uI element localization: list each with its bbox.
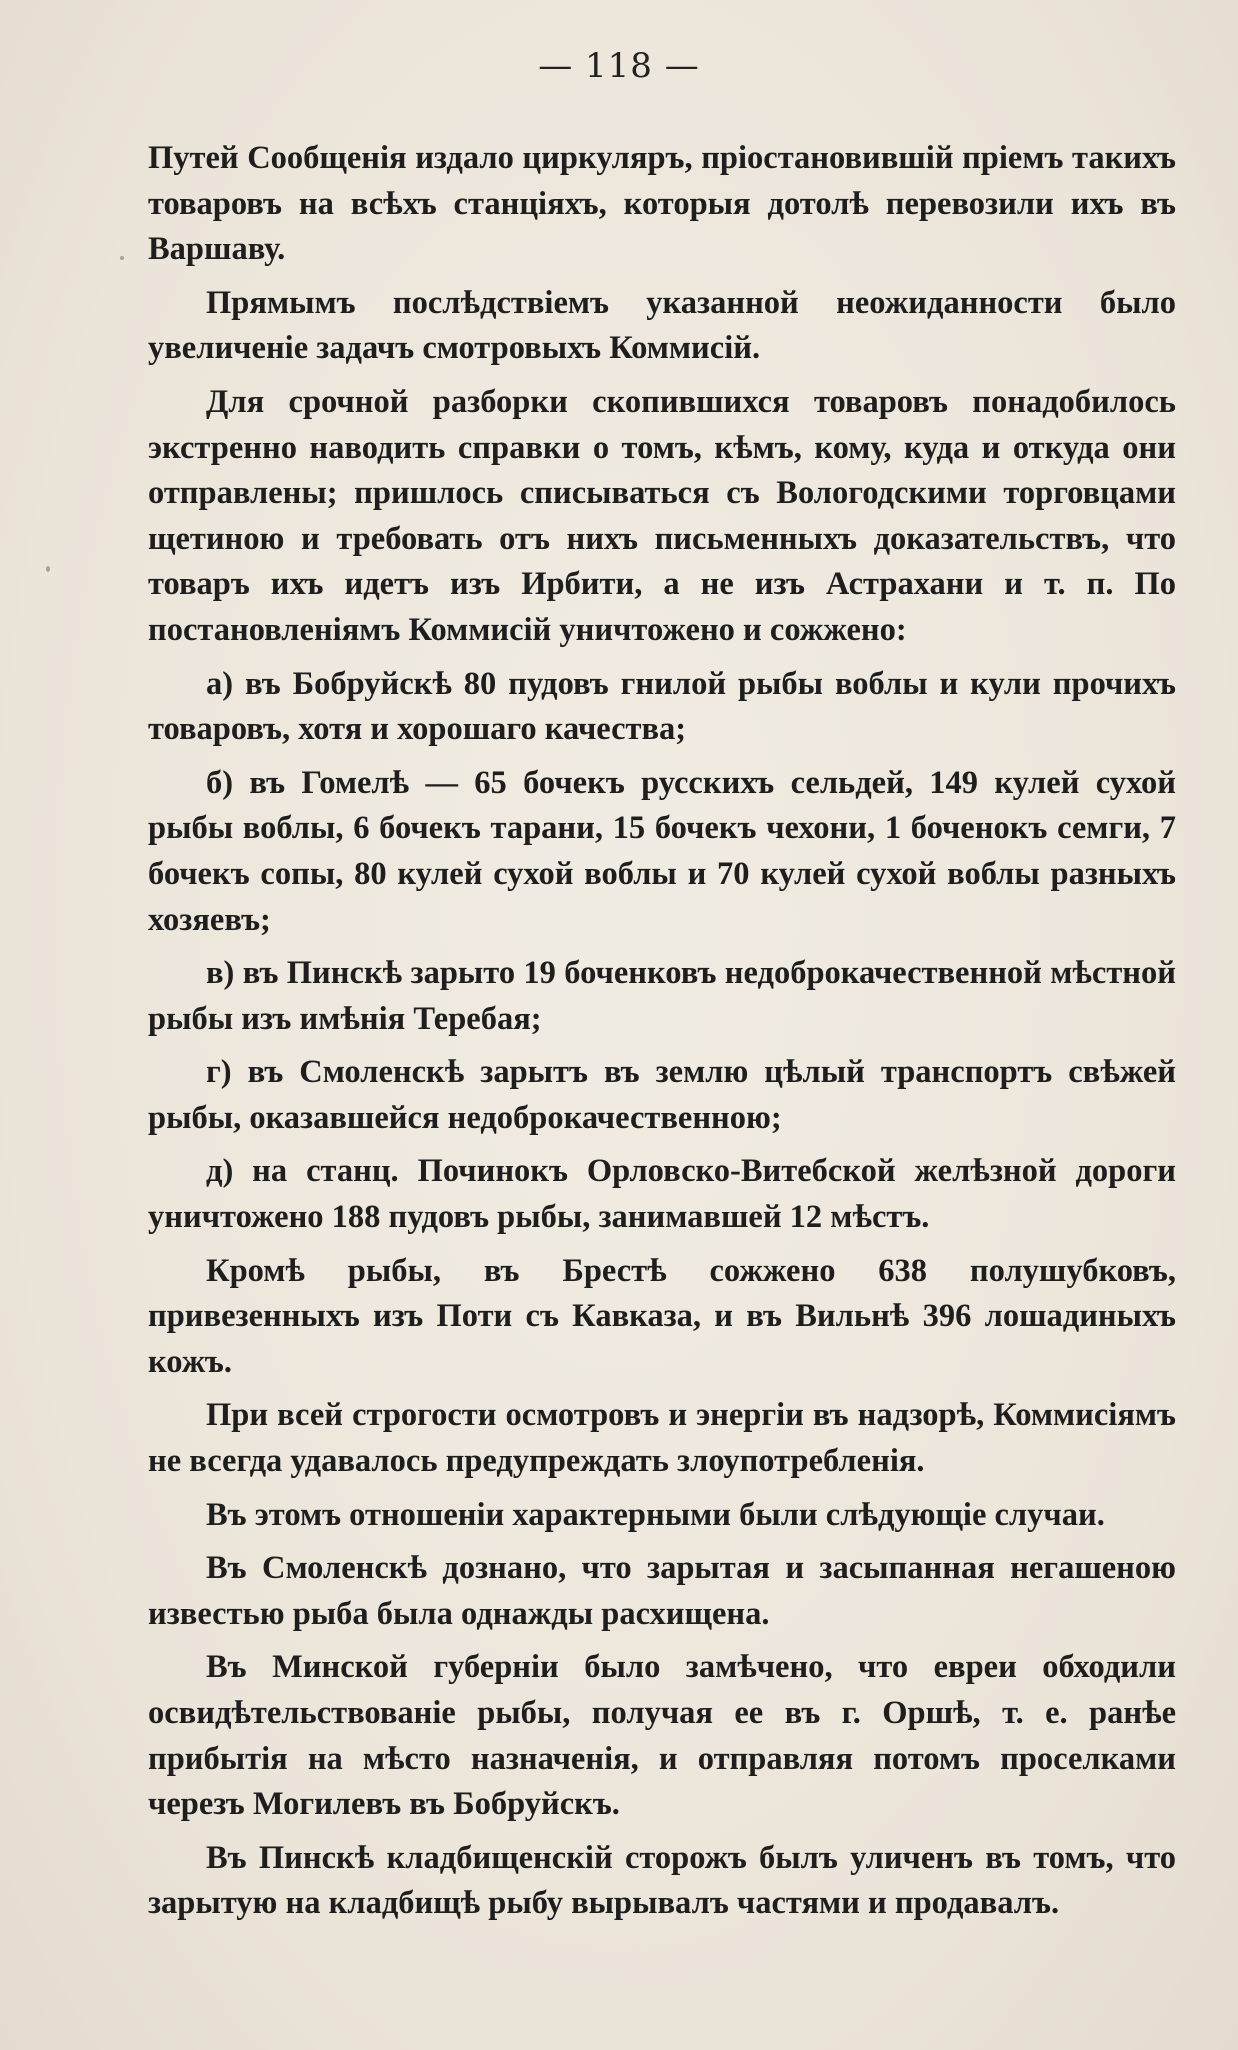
paragraph-3: Для срочной разборки скопившихся товаровъ понадобилось экстренно наводить справки о томъ, кѣмъ, кому, куда и откуда они отправлены; пришлось списываться съ Вологодскими торговцами щетиною и требовать отъ нихъ письменныхъ доказательствъ, что товаръ ихъ идетъ изъ Ирбити, а не изъ Астрахани и т. п. По постановленіямъ Коммисій уничтожено и сожжено:: [148, 383, 1176, 648]
paragraph-6: в) въ Пинскѣ зарыто 19 боченковъ недоброкачественной мѣстной рыбы изъ имѣнія Теребая;: [148, 955, 1176, 1037]
paragraph-14: Въ Пинскѣ кладбищенскій сторожъ былъ уличенъ въ томъ, что зарытую на кладбищѣ рыбу вырывалъ частями и продавалъ.: [148, 1839, 1176, 1922]
paragraph-10: При всей строгости осмотровъ и энергіи въ надзорѣ, Коммисіямъ не всегда удавалось предупреждать злоупотребленія.: [148, 1397, 1176, 1480]
paragraph-1: Путей Сообщенія издало циркуляръ, пріостановившій пріемъ такихъ товаровъ на всѣхъ станціяхъ, которыя дотолѣ перевозили ихъ въ Варшаву.: [148, 140, 1176, 268]
paragraph-9: Кромѣ рыбы, въ Брестѣ сожжено 638 полушубковъ, привезенныхъ изъ Поти съ Кавказа, и въ Вильнѣ 396 лошадиныхъ кожъ.: [148, 1252, 1176, 1380]
paper-speck: [120, 256, 124, 260]
paragraph-11: Въ этомъ отношеніи характерными были слѣдующіе случаи.: [206, 1496, 1105, 1533]
body-text: [148, 136, 1176, 1927]
paragraph-7: г) въ Смоленскѣ зарытъ въ землю цѣлый транспортъ свѣжей рыбы, оказавшейся недоброкачественною;: [148, 1054, 1176, 1136]
paper-speck: [46, 566, 50, 572]
paragraph-5: б) въ Гомелѣ — 65 бочекъ русскихъ сельдей, 149 кулей сухой рыбы воблы, 6 бочекъ тарани, 15 бочекъ чехони, 1 боченокъ семги, 7 бочекъ сопы, 80 кулей сухой воблы и 70 кулей сухой воблы разныхъ хозяевъ;: [148, 764, 1176, 938]
paragraph-8: д) на станц. Починокъ Орловско-Витебской желѣзной дороги уничтожено 188 пудовъ рыбы, занимавшей 12 мѣстъ.: [148, 1153, 1176, 1236]
paragraph-12: Въ Смоленскѣ дознано, что зарытая и засыпанная негашеною известью рыба была однажды расхищена.: [148, 1550, 1176, 1632]
paragraph-4: а) въ Бобруйскѣ 80 пудовъ гнилой рыбы воблы и кули прочихъ товаровъ, хотя и хорошаго качества;: [148, 665, 1176, 748]
page-number: — 118 —: [538, 46, 700, 86]
paragraph-2: Прямымъ послѣдствіемъ указанной неожиданности было увеличеніе задачъ смотровыхъ Коммисій.: [148, 284, 1176, 367]
paragraph-13: Въ Минской губерніи было замѣчено, что евреи обходили освидѣтельствованіе рыбы, получая ее въ г. Оршѣ, т. е. ранѣе прибытія на мѣсто назначенія, и отправляя потомъ проселками черезъ Могилевъ въ Бобруйскъ.: [148, 1649, 1176, 1823]
